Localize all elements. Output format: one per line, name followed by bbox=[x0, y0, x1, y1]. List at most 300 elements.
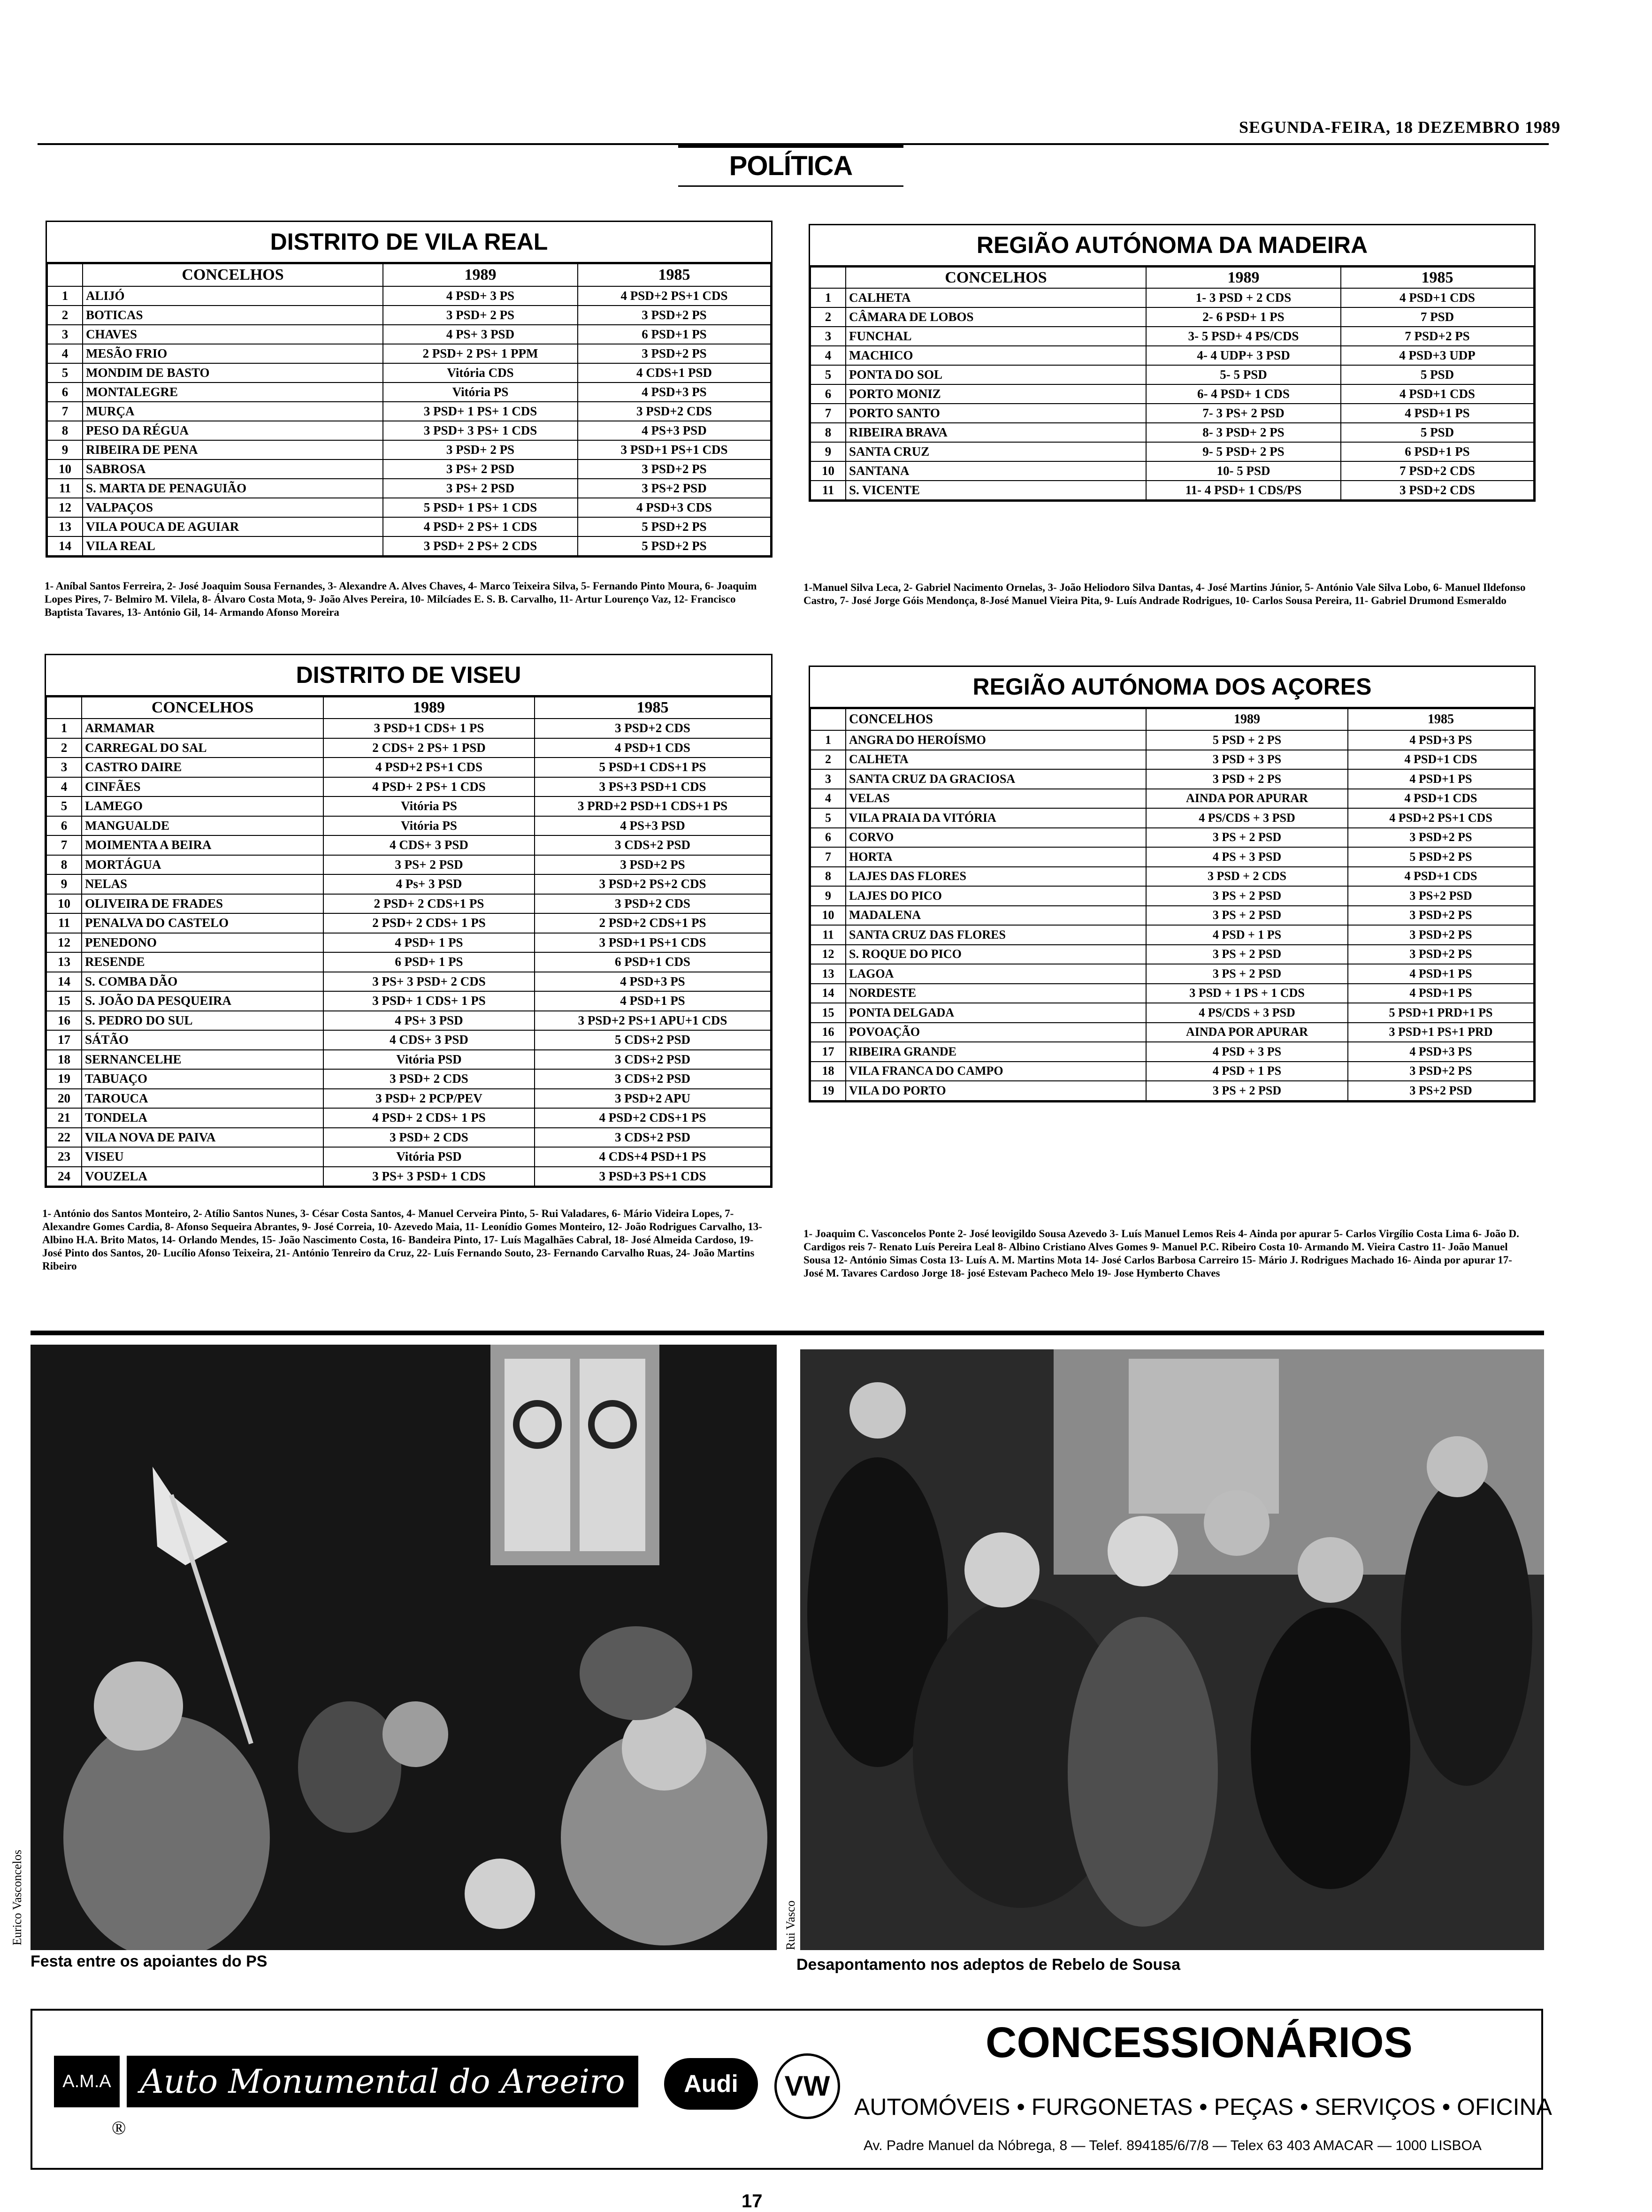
concelho-name: TONDELA bbox=[82, 1108, 323, 1128]
photo-ps-supporters-image bbox=[31, 1345, 777, 1950]
row-number: 7 bbox=[47, 402, 83, 421]
result-1985: 3 PSD+1 PS+1 PRD bbox=[1348, 1023, 1534, 1042]
concelho-name: MORTÁGUA bbox=[82, 855, 323, 875]
table-row bbox=[46, 972, 771, 992]
row-number: 4 bbox=[47, 344, 83, 363]
concelho-name: ALIJÓ bbox=[83, 286, 383, 306]
ama-name-banner: Auto Monumental do Areeiro bbox=[127, 2056, 638, 2107]
row-number: 13 bbox=[46, 952, 82, 972]
row-number: 6 bbox=[47, 383, 83, 402]
result-1989: 4 PSD+ 2 PS+ 1 CDS bbox=[323, 777, 535, 797]
notes-acores: 1- Joaquim C. Vasconcelos Ponte 2- José leovigildo Sousa Azevedo 3- Luís Manuel Lemos Reis 4- Ainda por apurar 5- Carlos Virgílio Costa Lima 6- João D. Cardigos reis 7- Renato Luís Pereira Leal 8- Albino Cristiano Alves Gomes 9- Manuel P.C. Ribeiro Costa 10- Armando M. Vieira Castro 11- João Manuel Sousa 12- António Simas Costa 13- Luís A. M. Martins Mota 14- José Carlos Barbosa Carreiro 15- Mário J. Rodrigues Machado 16- Ainda por apurar 17- José M. Tavares Cardoso Jorge 18- josé Estevam Pacheco Melo 19- Jose Hymberto Chaves bbox=[803, 1228, 1519, 1279]
concelho-name: LAGOA bbox=[846, 964, 1146, 984]
row-number: 20 bbox=[46, 1089, 82, 1109]
concelho-name: RIBEIRA GRANDE bbox=[846, 1042, 1146, 1062]
concelho-name: CHAVES bbox=[83, 325, 383, 344]
row-number: 11 bbox=[47, 479, 83, 498]
col-number bbox=[46, 697, 82, 719]
table-title: REGIÃO AUTÓNOMA DOS AÇORES bbox=[810, 667, 1534, 708]
concelho-name: PENEDONO bbox=[82, 933, 323, 953]
table-row bbox=[46, 1147, 771, 1167]
concelho-name: TABUAÇO bbox=[82, 1069, 323, 1089]
result-1989: 4 Ps+ 3 PSD bbox=[323, 874, 535, 894]
concelho-name: VILA POUCA DE AGUIAR bbox=[83, 517, 383, 536]
result-1985: 4 PSD+1 PS bbox=[535, 991, 771, 1011]
result-1989: Vitória PS bbox=[383, 383, 578, 402]
row-number: 5 bbox=[46, 796, 82, 816]
result-1985: 3 PSD+2 CDS bbox=[535, 719, 771, 738]
result-1985: 4 PSD+1 PS bbox=[1348, 984, 1534, 1003]
row-number: 4 bbox=[811, 346, 846, 365]
table-row bbox=[811, 945, 1534, 964]
concelho-name: S. PEDRO DO SUL bbox=[82, 1011, 323, 1031]
table-row bbox=[811, 730, 1534, 750]
table-row bbox=[811, 307, 1534, 327]
row-number: 24 bbox=[46, 1167, 82, 1186]
table-row bbox=[46, 719, 771, 738]
table-row bbox=[811, 365, 1534, 384]
notes-madeira: 1-Manuel Silva Leca, 2- Gabriel Nacimento Ornelas, 3- João Heliodoro Silva Dantas, 4- José Martins Júnior, 5- António Vale Silva Lobo, 6- Manuel Ildefonso Castro, 7- José Jorge Góis Mendonça, 8-José Manuel Vieira Pita, 9- Luís Andrade Rodrigues, 10- Carlos Sousa Pereira, 11- Gabriel Drumond Esmeraldo bbox=[803, 582, 1526, 606]
result-1989: 11- 4 PSD+ 1 CDS/PS bbox=[1146, 481, 1341, 500]
table-row bbox=[46, 1089, 771, 1109]
table-row bbox=[811, 1042, 1534, 1062]
result-1989: 2 CDS+ 2 PS+ 1 PSD bbox=[323, 738, 535, 758]
audi-logo: Audi bbox=[664, 2058, 758, 2110]
result-1985: 5 PSD bbox=[1341, 423, 1534, 442]
row-number: 1 bbox=[47, 286, 83, 306]
result-1985: 4 PSD+3 PS bbox=[578, 383, 771, 402]
concelho-name: PORTO SANTO bbox=[846, 404, 1146, 423]
concelho-name: SÁTÃO bbox=[82, 1030, 323, 1050]
row-number: 9 bbox=[811, 886, 846, 906]
result-1985: 6 PSD+1 CDS bbox=[535, 952, 771, 972]
row-number: 8 bbox=[47, 421, 83, 440]
row-number: 23 bbox=[46, 1147, 82, 1167]
concelho-name: PONTA DO SOL bbox=[846, 365, 1146, 384]
result-1989: 3 PSD + 2 CDS bbox=[1146, 867, 1348, 887]
result-1989: 5- 5 PSD bbox=[1146, 365, 1341, 384]
result-1985: 5 PSD+2 PS bbox=[578, 536, 771, 556]
concelho-name: CARREGAL DO SAL bbox=[82, 738, 323, 758]
concelho-name: CÂMARA DE LOBOS bbox=[846, 307, 1146, 327]
ad-address: Av. Padre Manuel da Nóbrega, 8 — Telef. 894185/6/7/8 — Telex 63 403 AMACAR — 1000 LISBOA bbox=[864, 2138, 1482, 2153]
dateline: SEGUNDA-FEIRA, 18 DEZEMBRO 1989 bbox=[1239, 118, 1561, 137]
row-number: 13 bbox=[47, 517, 83, 536]
row-number: 7 bbox=[811, 404, 846, 423]
result-1985: 4 PSD+3 CDS bbox=[578, 498, 771, 517]
row-number: 8 bbox=[46, 855, 82, 875]
row-number: 18 bbox=[811, 1062, 846, 1081]
row-number: 10 bbox=[811, 461, 846, 481]
table-row bbox=[46, 758, 771, 777]
table-acores bbox=[809, 666, 1536, 1102]
result-1989: 3 PSD + 1 PS + 1 CDS bbox=[1146, 984, 1348, 1003]
result-1985: 3 PSD+2 PS bbox=[1348, 925, 1534, 945]
table-row bbox=[46, 913, 771, 933]
row-number: 16 bbox=[811, 1023, 846, 1042]
result-1989: 4- 4 UDP+ 3 PSD bbox=[1146, 346, 1341, 365]
concelho-name: LAJES DAS FLORES bbox=[846, 867, 1146, 887]
photo-caption: Festa entre os apoiantes do PS bbox=[31, 1952, 268, 1970]
row-number: 22 bbox=[46, 1128, 82, 1148]
row-number: 6 bbox=[811, 384, 846, 404]
table-viseu bbox=[45, 654, 772, 1188]
results-table bbox=[810, 267, 1534, 500]
table-row bbox=[811, 288, 1534, 307]
concelho-name: NORDESTE bbox=[846, 984, 1146, 1003]
table-row bbox=[47, 479, 771, 498]
result-1989: 3 PSD+ 2 PS bbox=[383, 306, 578, 325]
row-number: 10 bbox=[47, 459, 83, 479]
concelho-name: S. COMBA DÃO bbox=[82, 972, 323, 992]
notes-viseu: 1- António dos Santos Monteiro, 2- Atílio Santos Nunes, 3- César Costa Santos, 4- Manuel Cerveira Pinto, 5- Rui Valadares, 6- Mário Videira Lopes, 7- Alexandre Gomes Cardia, 8- Afonso Sequeira Abrantes, 9- José Correia, 10- Azevedo Maia, 11- Leonídio Gomes Monteiro, 12- João Rodrigues Carvalho, 13- Albino H.A. Brito Matos, 14- Orlando Mendes, 15- João Nascimento Costa, 16- Bandeira Pinto, 17- Luís Magalhães Cabral, 18- José Almeida Cardoso, 19- José Pinto dos Santos, 20- Lucílio Afonso Teixeira, 21- António Tenreiro da Cruz, 22- Luís Fernando Souto, 23- Fernando Carvalho Ruas, 24- João Martins Ribeiro bbox=[42, 1208, 762, 1272]
table-row bbox=[47, 498, 771, 517]
table-row bbox=[811, 327, 1534, 346]
row-number: 8 bbox=[811, 423, 846, 442]
col-concelhos: CONCELHOS bbox=[82, 697, 323, 719]
section-title: POLÍTICA bbox=[729, 151, 853, 181]
row-number: 14 bbox=[811, 984, 846, 1003]
concelho-name: MOIMENTA A BEIRA bbox=[82, 835, 323, 855]
result-1985: 4 PSD+1 CDS bbox=[1348, 789, 1534, 809]
table-row bbox=[46, 933, 771, 953]
result-1989: AINDA POR APURAR bbox=[1146, 1023, 1348, 1042]
result-1985: 3 CDS+2 PSD bbox=[535, 1069, 771, 1089]
col-1985: 1985 bbox=[1348, 709, 1534, 730]
result-1989: 3 PSD + 2 PS bbox=[1146, 769, 1348, 789]
result-1989: 4 PSD+ 2 CDS+ 1 PS bbox=[323, 1108, 535, 1128]
row-number: 8 bbox=[811, 867, 846, 887]
table-row bbox=[47, 459, 771, 479]
table-row bbox=[46, 1050, 771, 1070]
concelho-name: VALPAÇOS bbox=[83, 498, 383, 517]
result-1985: 3 PSD+2 PS+2 CDS bbox=[535, 874, 771, 894]
table-row bbox=[47, 344, 771, 363]
col-concelhos: CONCELHOS bbox=[83, 264, 383, 286]
row-number: 5 bbox=[811, 365, 846, 384]
row-number: 11 bbox=[811, 925, 846, 945]
table-row bbox=[811, 925, 1534, 945]
table-row bbox=[47, 421, 771, 440]
result-1989: 4 CDS+ 3 PSD bbox=[323, 835, 535, 855]
concelho-name: OLIVEIRA DE FRADES bbox=[82, 894, 323, 914]
row-number: 2 bbox=[811, 307, 846, 327]
result-1985: 3 PSD+2 PS bbox=[578, 306, 771, 325]
result-1985: 4 PS+3 PSD bbox=[535, 816, 771, 836]
result-1985: 5 PSD+1 PRD+1 PS bbox=[1348, 1003, 1534, 1023]
row-number: 17 bbox=[46, 1030, 82, 1050]
concelho-name: PONTA DELGADA bbox=[846, 1003, 1146, 1023]
result-1989: 4 PS+ 3 PSD bbox=[383, 325, 578, 344]
row-number: 9 bbox=[811, 442, 846, 461]
concelho-name: S. JOÃO DA PESQUEIRA bbox=[82, 991, 323, 1011]
concelho-name: TAROUCA bbox=[82, 1089, 323, 1109]
row-number: 3 bbox=[811, 327, 846, 346]
table-title: DISTRITO DE VISEU bbox=[46, 655, 771, 697]
table-row bbox=[811, 886, 1534, 906]
concelho-name: VOUZELA bbox=[82, 1167, 323, 1186]
result-1985: 7 PSD+2 CDS bbox=[1341, 461, 1534, 481]
concelho-name: LAMEGO bbox=[82, 796, 323, 816]
row-number: 19 bbox=[46, 1069, 82, 1089]
result-1985: 4 PSD+2 PS+1 CDS bbox=[1348, 808, 1534, 828]
concelho-name: PESO DA RÉGUA bbox=[83, 421, 383, 440]
result-1985: 3 PSD+2 PS+1 APU+1 CDS bbox=[535, 1011, 771, 1031]
table-row bbox=[811, 384, 1534, 404]
result-1989: 4 CDS+ 3 PSD bbox=[323, 1030, 535, 1050]
table-title: DISTRITO DE VILA REAL bbox=[47, 222, 771, 263]
result-1989: 4 PSD+ 2 PS+ 1 CDS bbox=[383, 517, 578, 536]
concelho-name: RESENDE bbox=[82, 952, 323, 972]
result-1989: 3 PS + 2 PSD bbox=[1146, 886, 1348, 906]
table-row bbox=[811, 346, 1534, 365]
result-1989: 10- 5 PSD bbox=[1146, 461, 1341, 481]
row-number: 12 bbox=[47, 498, 83, 517]
result-1985: 3 PSD+2 PS bbox=[578, 459, 771, 479]
result-1985: 3 PS+2 PSD bbox=[1348, 1081, 1534, 1101]
concelho-name: SANTA CRUZ bbox=[846, 442, 1146, 461]
result-1985: 3 PSD+3 PS+1 CDS bbox=[535, 1167, 771, 1186]
photo-caption: Desapontamento nos adeptos de Rebelo de Sousa bbox=[796, 1956, 1181, 1974]
result-1985: 4 CDS+1 PSD bbox=[578, 363, 771, 383]
concelho-name: RIBEIRA DE PENA bbox=[83, 440, 383, 459]
table-row bbox=[47, 536, 771, 556]
result-1985: 3 PSD+1 PS+1 CDS bbox=[535, 933, 771, 953]
table-row bbox=[811, 808, 1534, 828]
col-1985: 1985 bbox=[535, 697, 771, 719]
result-1989: 4 PSD + 1 PS bbox=[1146, 925, 1348, 945]
concelho-name: MESÃO FRIO bbox=[83, 344, 383, 363]
table-row bbox=[46, 1011, 771, 1031]
vw-logo: VW bbox=[774, 2053, 840, 2119]
concelho-name: MONDIM DE BASTO bbox=[83, 363, 383, 383]
concelho-name: MADALENA bbox=[846, 906, 1146, 926]
table-row bbox=[47, 286, 771, 306]
result-1989: 4 PSD+2 PS+1 CDS bbox=[323, 758, 535, 777]
result-1989: 4 PSD+ 3 PS bbox=[383, 286, 578, 306]
result-1989: 4 PS/CDS + 3 PSD bbox=[1146, 1003, 1348, 1023]
concelho-name: SANTA CRUZ DA GRACIOSA bbox=[846, 769, 1146, 789]
table-row bbox=[46, 1108, 771, 1128]
ama-logo: A.M.A bbox=[54, 2056, 120, 2107]
result-1985: 5 PSD+2 PS bbox=[578, 517, 771, 536]
col-1989: 1989 bbox=[1146, 709, 1348, 730]
result-1989: Vitória PS bbox=[323, 816, 535, 836]
result-1985: 5 PSD+2 PS bbox=[1348, 847, 1534, 867]
result-1989: 2 PSD+ 2 CDS+1 PS bbox=[323, 894, 535, 914]
row-number: 15 bbox=[811, 1003, 846, 1023]
result-1989: 3 PSD+ 2 PS bbox=[383, 440, 578, 459]
concelho-name: VILA FRANCA DO CAMPO bbox=[846, 1062, 1146, 1081]
results-table bbox=[810, 708, 1534, 1101]
result-1985: 6 PSD+1 PS bbox=[1341, 442, 1534, 461]
concelho-name: VILA NOVA DE PAIVA bbox=[82, 1128, 323, 1148]
ad-services: AUTOMÓVEIS • FURGONETAS • PEÇAS • SERVIÇOS • OFICINA bbox=[854, 2094, 1552, 2120]
row-number: 10 bbox=[46, 894, 82, 914]
result-1989: Vitória PS bbox=[323, 796, 535, 816]
row-number: 13 bbox=[811, 964, 846, 984]
table-row bbox=[46, 1069, 771, 1089]
registered-mark: ® bbox=[112, 2117, 126, 2138]
col-number bbox=[811, 267, 846, 288]
result-1989: 3 PSD+ 1 CDS+ 1 PS bbox=[323, 991, 535, 1011]
result-1989: 4 PS/CDS + 3 PSD bbox=[1146, 808, 1348, 828]
concelho-name: VISEU bbox=[82, 1147, 323, 1167]
row-number: 16 bbox=[46, 1011, 82, 1031]
photo-rebelo-supporters-image bbox=[800, 1349, 1544, 1950]
row-number: 5 bbox=[47, 363, 83, 383]
result-1989: 2 PSD+ 2 CDS+ 1 PS bbox=[323, 913, 535, 933]
concelho-name: PORTO MONIZ bbox=[846, 384, 1146, 404]
table-row bbox=[46, 816, 771, 836]
table-row bbox=[811, 847, 1534, 867]
col-concelhos: CONCELHOS bbox=[846, 709, 1146, 730]
row-number: 7 bbox=[811, 847, 846, 867]
row-number: 11 bbox=[811, 481, 846, 500]
result-1989: 3 PS+ 3 PSD+ 2 CDS bbox=[323, 972, 535, 992]
result-1989: 3 PS + 2 PSD bbox=[1146, 945, 1348, 964]
result-1985: 4 PSD+1 PS bbox=[1341, 404, 1534, 423]
table-row bbox=[811, 769, 1534, 789]
row-number: 15 bbox=[46, 991, 82, 1011]
table-row bbox=[47, 402, 771, 421]
result-1985: 3 PRD+2 PSD+1 CDS+1 PS bbox=[535, 796, 771, 816]
photo-rebelo-supporters bbox=[800, 1349, 1544, 1950]
col-1989: 1989 bbox=[383, 264, 578, 286]
table-row bbox=[46, 874, 771, 894]
concelho-name: SABROSA bbox=[83, 459, 383, 479]
result-1989: 2- 6 PSD+ 1 PS bbox=[1146, 307, 1341, 327]
concelho-name: SANTANA bbox=[846, 461, 1146, 481]
result-1985: 7 PSD+2 PS bbox=[1341, 327, 1534, 346]
concelho-name: CALHETA bbox=[846, 288, 1146, 307]
table-row bbox=[811, 404, 1534, 423]
concelho-name: CORVO bbox=[846, 828, 1146, 848]
results-table bbox=[46, 697, 771, 1186]
result-1989: 1- 3 PSD + 2 CDS bbox=[1146, 288, 1341, 307]
result-1985: 3 PSD+2 CDS bbox=[1341, 481, 1534, 500]
result-1989: 3- 5 PSD+ 4 PS/CDS bbox=[1146, 327, 1341, 346]
row-number: 12 bbox=[46, 933, 82, 953]
concelho-name: FUNCHAL bbox=[846, 327, 1146, 346]
col-1985: 1985 bbox=[1341, 267, 1534, 288]
table-row bbox=[46, 796, 771, 816]
result-1985: 3 PS+3 PSD+1 CDS bbox=[535, 777, 771, 797]
section-bar bbox=[678, 143, 903, 148]
row-number: 3 bbox=[811, 769, 846, 789]
row-number: 2 bbox=[47, 306, 83, 325]
result-1989: 3 PS + 2 PSD bbox=[1146, 828, 1348, 848]
table-row bbox=[47, 517, 771, 536]
table-vila-real bbox=[46, 221, 772, 558]
concelho-name: S. ROQUE DO PICO bbox=[846, 945, 1146, 964]
row-number: 7 bbox=[46, 835, 82, 855]
row-number: 14 bbox=[47, 536, 83, 556]
result-1989: 3 PSD+ 2 CDS bbox=[323, 1069, 535, 1089]
result-1985: 3 PSD+2 PS bbox=[1348, 1062, 1534, 1081]
result-1989: 7- 3 PS+ 2 PSD bbox=[1146, 404, 1341, 423]
table-row bbox=[46, 894, 771, 914]
concelho-name: SERNANCELHE bbox=[82, 1050, 323, 1070]
result-1989: 3 PS+ 2 PSD bbox=[383, 459, 578, 479]
concelho-name: MURÇA bbox=[83, 402, 383, 421]
result-1985: 6 PSD+1 PS bbox=[578, 325, 771, 344]
row-number: 2 bbox=[46, 738, 82, 758]
table-madeira bbox=[809, 224, 1536, 502]
result-1985: 3 PSD+2 CDS bbox=[578, 402, 771, 421]
result-1985: 4 PSD+3 PS bbox=[1348, 1042, 1534, 1062]
table-row bbox=[47, 325, 771, 344]
table-row bbox=[47, 383, 771, 402]
result-1985: 4 PSD+1 CDS bbox=[535, 738, 771, 758]
result-1985: 4 PSD+1 CDS bbox=[1341, 288, 1534, 307]
notes-vila-real: 1- Aníbal Santos Ferreira, 2- José Joaquim Sousa Fernandes, 3- Alexandre A. Alves Chaves, 4- Marco Teixeira Silva, 5- Fernando Pinto Moura, 6- Joaquim Lopes Pires, 7- Belmiro M. Vilela, 8- Álvaro Costa Mota, 9- João Alves Pereira, 10- Milcíades E. S. B. Carvalho, 11- Artur Lourenço Vaz, 12- Francisco Baptista Tavares, 13- António Gil, 14- Armando Afonso Moreira bbox=[45, 580, 757, 618]
table-row bbox=[811, 867, 1534, 887]
row-number: 9 bbox=[46, 874, 82, 894]
concelho-name: PENALVA DO CASTELO bbox=[82, 913, 323, 933]
result-1989: 3 PSD+1 CDS+ 1 PS bbox=[323, 719, 535, 738]
concelho-name: CALHETA bbox=[846, 750, 1146, 770]
result-1989: 3 PSD+ 2 PCP/PEV bbox=[323, 1089, 535, 1109]
result-1989: 4 PS + 3 PSD bbox=[1146, 847, 1348, 867]
result-1989: 3 PSD+ 1 PS+ 1 CDS bbox=[383, 402, 578, 421]
section-divider bbox=[31, 1331, 1544, 1335]
photo-credit: Rui Vasco bbox=[784, 1900, 797, 1950]
result-1989: 3 PS+ 2 PSD bbox=[383, 479, 578, 498]
concelho-name: POVOAÇÃO bbox=[846, 1023, 1146, 1042]
concelho-name: S. MARTA DE PENAGUIÃO bbox=[83, 479, 383, 498]
result-1989: 3 PS+ 3 PSD+ 1 CDS bbox=[323, 1167, 535, 1186]
row-number: 18 bbox=[46, 1050, 82, 1070]
table-row bbox=[811, 789, 1534, 809]
result-1985: 4 PSD+3 PS bbox=[1348, 730, 1534, 750]
result-1989: 6 PSD+ 1 PS bbox=[323, 952, 535, 972]
result-1985: 7 PSD bbox=[1341, 307, 1534, 327]
table-row bbox=[811, 481, 1534, 500]
result-1985: 4 PSD+1 CDS bbox=[1341, 384, 1534, 404]
concelho-name: MONTALEGRE bbox=[83, 383, 383, 402]
result-1985: 5 PSD+1 CDS+1 PS bbox=[535, 758, 771, 777]
concelho-name: MACHICO bbox=[846, 346, 1146, 365]
result-1989: Vitória CDS bbox=[383, 363, 578, 383]
result-1985: 2 PSD+2 CDS+1 PS bbox=[535, 913, 771, 933]
col-1989: 1989 bbox=[1146, 267, 1341, 288]
row-number: 17 bbox=[811, 1042, 846, 1062]
row-number: 3 bbox=[46, 758, 82, 777]
concelho-name: VILA REAL bbox=[83, 536, 383, 556]
result-1985: 3 PSD+2 PS bbox=[1348, 906, 1534, 926]
concelho-name: NELAS bbox=[82, 874, 323, 894]
table-row bbox=[46, 991, 771, 1011]
result-1989: 4 PS+ 3 PSD bbox=[323, 1011, 535, 1031]
result-1989: 3 PSD + 3 PS bbox=[1146, 750, 1348, 770]
result-1989: 8- 3 PSD+ 2 PS bbox=[1146, 423, 1341, 442]
result-1985: 4 PS+3 PSD bbox=[578, 421, 771, 440]
result-1985: 3 PSD+2 PS bbox=[535, 855, 771, 875]
concelho-name: RIBEIRA BRAVA bbox=[846, 423, 1146, 442]
col-1985: 1985 bbox=[578, 264, 771, 286]
result-1989: 3 PSD+ 3 PS+ 1 CDS bbox=[383, 421, 578, 440]
col-concelhos: CONCELHOS bbox=[846, 267, 1146, 288]
table-row bbox=[46, 1128, 771, 1148]
photo-ps-supporters bbox=[31, 1345, 777, 1950]
result-1989: 3 PS+ 2 PSD bbox=[323, 855, 535, 875]
result-1989: 3 PS + 2 PSD bbox=[1146, 964, 1348, 984]
result-1989: 4 PSD+ 1 PS bbox=[323, 933, 535, 953]
row-number: 10 bbox=[811, 906, 846, 926]
result-1985: 3 PS+2 PSD bbox=[578, 479, 771, 498]
result-1989: 5 PSD + 2 PS bbox=[1146, 730, 1348, 750]
